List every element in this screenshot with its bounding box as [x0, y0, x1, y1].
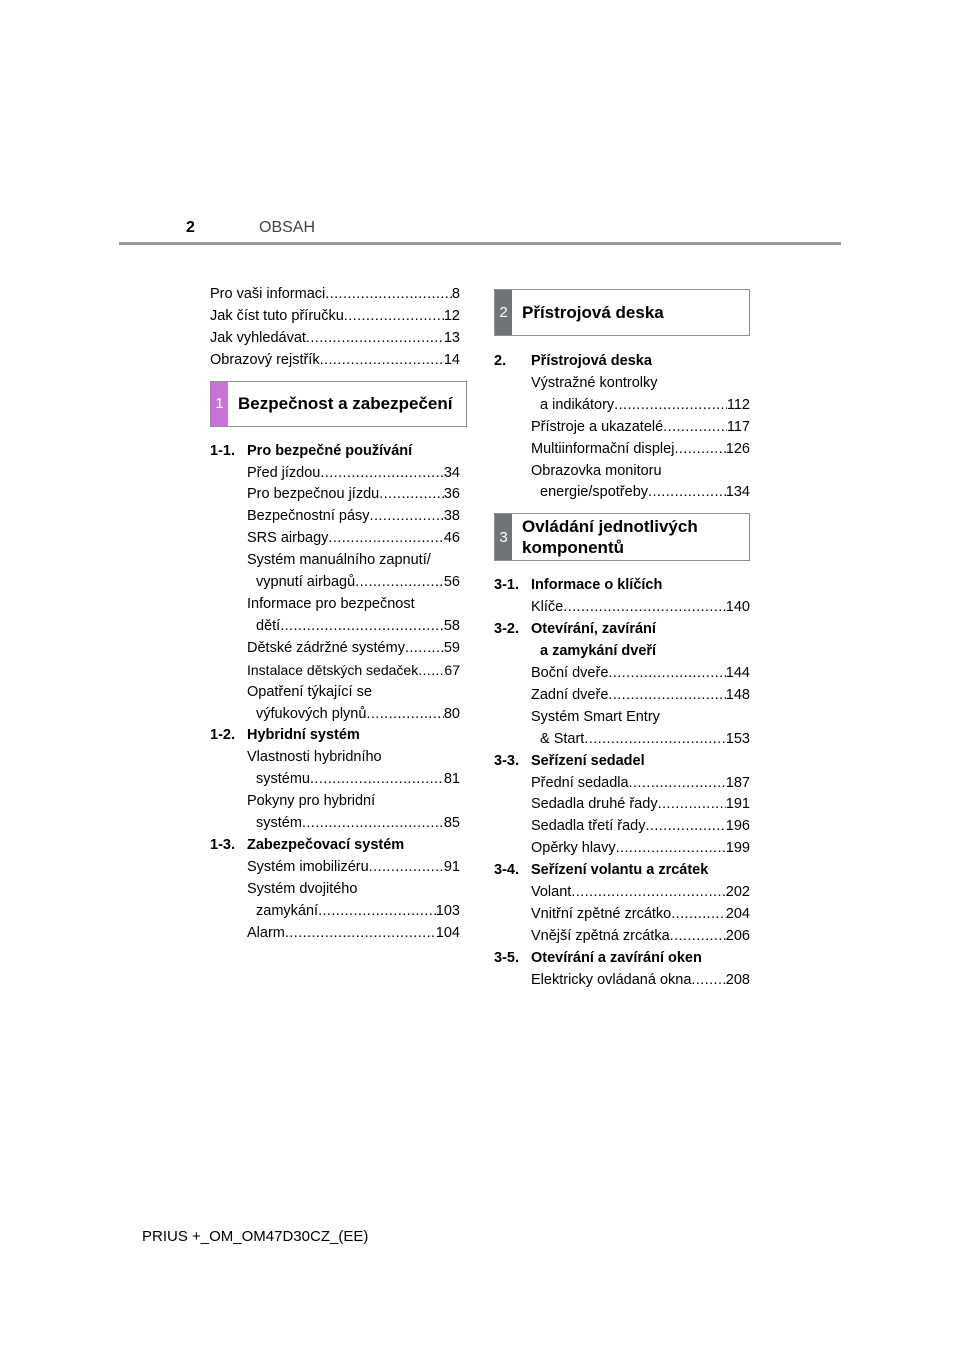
page-header-title: OBSAH — [259, 219, 316, 236]
section-heading[interactable]: 3-5. Otevírání a zavírání oken — [494, 949, 702, 966]
toc-right-column — [494, 289, 750, 992]
section-heading[interactable]: 3-3. Seřízení sedadel — [494, 752, 645, 769]
toc-entry-line2[interactable]: zamykání ..... 103 — [210, 901, 460, 923]
section-heading[interactable]: 1-1. Pro bezpečné používání — [210, 442, 413, 459]
toc-entry[interactable]: Obrazový rejstřík ..... 14 — [210, 350, 460, 372]
section-heading-line2[interactable]: a zamykání dveří — [540, 643, 657, 660]
chapter-3-heading[interactable] — [494, 513, 750, 561]
toc-left-column — [210, 284, 460, 944]
toc-entry[interactable]: Systém imobilizéru ..... 91 — [210, 857, 460, 879]
section-heading[interactable]: 3-2. Otevírání, zavírání — [494, 621, 656, 638]
section-heading[interactable]: 3-1. Informace o klíčích — [494, 577, 663, 594]
toc-entry-line1[interactable]: Pokyny pro hybridní — [247, 793, 376, 810]
chapter-2-title: Přístrojová deska — [522, 303, 664, 322]
chapter-2-heading[interactable] — [494, 289, 750, 336]
toc-entry-line1[interactable]: Opatření týkající se — [247, 683, 372, 700]
toc-entry-line1[interactable]: Systém Smart Entry — [531, 708, 660, 725]
toc-entry[interactable]: SRS airbagy ..... 46 — [210, 528, 460, 550]
toc-entry[interactable]: Multiinformační displej ..... 126 — [494, 439, 750, 461]
toc-entry[interactable]: Dětské zádržné systémy ..... 59 — [210, 638, 460, 660]
toc-entry[interactable]: Alarm ..... 104 — [210, 923, 460, 945]
toc-entry-line2[interactable]: systému ..... 81 — [210, 769, 460, 791]
toc-entry-line1[interactable]: Systém manuálního zapnutí/ — [247, 552, 431, 569]
toc-entry-line1[interactable]: Vlastnosti hybridního — [247, 749, 382, 766]
toc-entry[interactable]: Bezpečnostní pásy ..... 38 — [210, 506, 460, 528]
chapter-3-tab: 3 — [495, 514, 512, 560]
toc-entry[interactable]: Přístroje a ukazatelé ..... 117 — [494, 417, 750, 439]
toc-entry[interactable]: Elektricky ovládaná okna ..... 208 — [494, 970, 750, 992]
toc-entry[interactable]: Přední sedadla ..... 187 — [494, 773, 750, 795]
chapter-3-title: Ovládání jednotlivých komponentů — [522, 517, 698, 558]
toc-entry-line1[interactable]: Informace pro bezpečnost — [247, 595, 415, 612]
chapter-2-tab: 2 — [495, 290, 512, 335]
toc-entry[interactable]: Před jízdou ..... 34 — [210, 463, 460, 485]
toc-entry[interactable]: Jak číst tuto příručku ..... 12 — [210, 306, 460, 328]
toc-entry-line2[interactable]: & Start ..... 153 — [494, 729, 750, 751]
section-heading[interactable]: 1-2. Hybridní systém — [210, 727, 360, 744]
toc-entry-line1[interactable]: Výstražné kontrolky — [531, 374, 658, 391]
page-number: 2 — [186, 219, 195, 236]
section-heading[interactable]: 3-4. Seřízení volantu a zrcátek — [494, 862, 709, 879]
section-heading[interactable]: 1-3. Zabezpečovací systém — [210, 836, 405, 853]
toc-entry[interactable]: Jak vyhledávat ..... 13 — [210, 328, 460, 350]
chapter-1-title: Bezpečnost a zabezpečení — [238, 394, 453, 414]
toc-entry-line2[interactable]: výfukových plynů ..... 80 — [210, 704, 460, 726]
toc-entry-line2[interactable]: dětí ..... 58 — [210, 616, 460, 638]
toc-entry[interactable]: Zadní dveře ..... 148 — [494, 685, 750, 707]
toc-entry-line2[interactable]: systém ..... 85 — [210, 813, 460, 835]
footer-document-code: PRIUS +_OM_OM47D30CZ_(EE) — [142, 1228, 369, 1245]
section-heading[interactable]: 2. Přístrojová deska — [494, 353, 652, 369]
toc-entry[interactable]: Pro bezpečnou jízdu ..... 36 — [210, 484, 460, 506]
toc-entry-line1[interactable]: Obrazovka monitoru — [531, 462, 662, 479]
toc-entry[interactable]: Instalace dětských sedaček ..... 67 — [210, 660, 460, 682]
chapter-1-heading[interactable] — [210, 381, 467, 427]
toc-entry[interactable]: Vnější zpětná zrcátka ..... 206 — [494, 926, 750, 948]
header-rule — [119, 242, 841, 245]
toc-entry[interactable]: Sedadla druhé řady ..... 191 — [494, 794, 750, 816]
toc-entry[interactable]: Sedadla třetí řady ..... 196 — [494, 816, 750, 838]
toc-entry-line1[interactable]: Systém dvojitého — [247, 880, 358, 897]
toc-entry[interactable]: Boční dveře ..... 144 — [494, 663, 750, 685]
toc-entry-line2[interactable]: a indikátory ..... 112 — [494, 395, 750, 417]
toc-entry[interactable]: Volant ..... 202 — [494, 882, 750, 904]
toc-entry-line2[interactable]: vypnutí airbagů ..... 56 — [210, 572, 460, 594]
toc-entry[interactable]: Klíče ..... 140 — [494, 597, 750, 619]
toc-entry-line2[interactable]: energie/spotřeby ..... 134 — [494, 482, 750, 504]
toc-entry[interactable]: Vnitřní zpětné zrcátko ..... 204 — [494, 904, 750, 926]
toc-entry[interactable]: Pro vaši informaci ..... 8 — [210, 284, 460, 306]
chapter-1-tab: 1 — [211, 382, 228, 426]
toc-entry[interactable]: Opěrky hlavy ..... 199 — [494, 838, 750, 860]
